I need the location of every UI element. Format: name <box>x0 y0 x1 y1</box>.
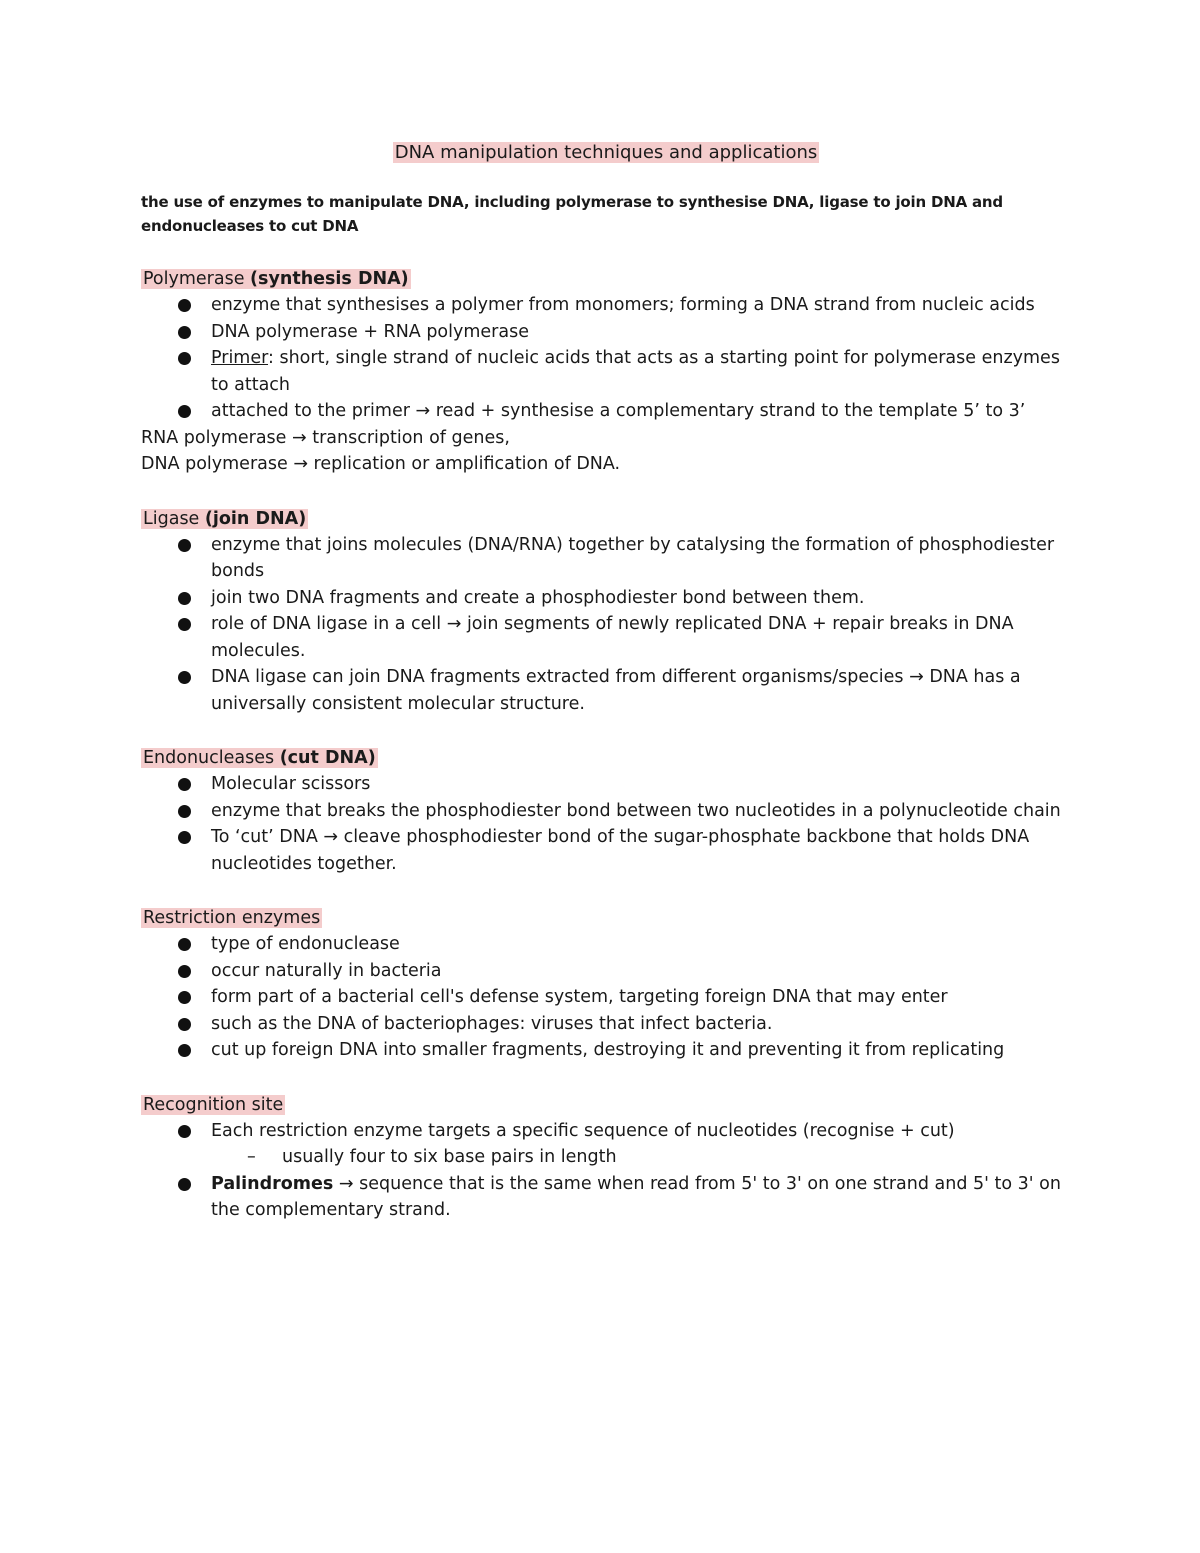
bullet-icon <box>178 299 191 312</box>
bullet-icon <box>178 831 191 844</box>
sub-list-item <box>141 1144 1071 1171</box>
list-item <box>141 532 1071 585</box>
list-item-text: cut up foreign DNA into smaller fragments, destroying it and preventing it from replicating <box>211 1040 1005 1060</box>
list-item <box>141 398 1071 425</box>
document-subtitle: the use of enzymes to manipulate DNA, including polymerase to synthesise DNA, ligase to join DNA and endonucleases to cut DNA <box>141 193 1003 235</box>
bullet-icon <box>178 1018 191 1031</box>
list-item-text: Molecular scissors <box>211 774 371 794</box>
heading-highlight <box>141 509 308 529</box>
list-item-text: such as the DNA of bacteriophages: viruses that infect bacteria. <box>211 1013 773 1034</box>
list-item <box>141 611 1071 664</box>
section-endonucleases <box>141 745 1071 877</box>
section-heading-endonucleases <box>141 745 1071 771</box>
term-palindromes: Palindromes <box>211 1173 334 1194</box>
list-item-text: occur naturally in bacteria <box>211 960 442 981</box>
bullet-list <box>141 292 1071 425</box>
plain-line: DNA polymerase → replication or amplification of DNA. <box>141 454 621 474</box>
bullet-list <box>141 931 1071 1064</box>
section-restriction-enzymes <box>141 905 1071 1064</box>
list-item <box>141 664 1071 717</box>
list-item-text: role of DNA ligase in a cell → join segments of newly replicated DNA + repair breaks in DNA molecules. <box>211 614 1014 661</box>
heading-highlight: Restriction enzymes <box>143 908 321 928</box>
list-item <box>141 984 1071 1011</box>
bullet-icon <box>178 1125 191 1138</box>
section-heading-polymerase <box>141 266 1071 292</box>
bullet-icon <box>178 1178 191 1191</box>
bullet-icon <box>178 991 191 1004</box>
list-item <box>141 585 1071 612</box>
sub-list-item-text: usually four to six base pairs in length <box>282 1147 617 1167</box>
bullet-list <box>141 532 1071 718</box>
list-item <box>141 824 1071 877</box>
section-ligase <box>141 506 1071 718</box>
list-item-text: enzyme that joins molecules (DNA/RNA) together by catalysing the formation of phosphodiester bonds <box>211 534 1055 581</box>
section-heading-ligase <box>141 506 1071 532</box>
list-item-text: : short, single strand of nucleic acids that acts as a starting point for polymerase enzymes to attach <box>211 348 1060 395</box>
list-item <box>141 771 1071 798</box>
bullet-icon <box>178 671 191 684</box>
list-item <box>141 1037 1071 1064</box>
list-item-text: → sequence that is the same when read from 5' to 3' on one strand and 5' to 3' on the complementary strand. <box>211 1173 1061 1220</box>
heading-bold-text: (cut DNA) <box>279 748 376 768</box>
list-item-text: DNA polymerase + RNA polymerase <box>211 321 529 342</box>
heading-text: Polymerase <box>143 269 251 289</box>
list-item <box>141 345 1071 398</box>
list-item-text: To ‘cut’ DNA → cleave phosphodiester bond of the sugar-phosphate backbone that holds DNA nucleotides together. <box>211 827 1030 874</box>
section-heading-restriction-enzymes <box>141 905 1071 931</box>
document-title-text: DNA manipulation techniques and applications <box>394 142 818 163</box>
bullet-icon <box>178 938 191 951</box>
heading-text: Ligase <box>143 508 205 529</box>
list-item-text: attached to the primer → read + synthesise a complementary strand to the template 5’ to 3’ <box>211 401 1026 421</box>
list-item-text: DNA ligase can join DNA fragments extracted from different organisms/species → DNA has a universally consistent molecular structure. <box>211 667 1021 714</box>
heading-highlight <box>141 269 411 289</box>
list-item-text: enzyme that synthesises a polymer from monomers; forming a DNA strand from nucleic acids <box>211 295 1035 315</box>
list-item-text: enzyme that breaks the phosphodiester bond between two nucleotides in a polynucleotide chain <box>211 800 1061 821</box>
list-item <box>141 1171 1071 1224</box>
list-item <box>141 1118 1071 1145</box>
list-item <box>141 931 1071 958</box>
bullet-list <box>141 1171 1071 1224</box>
dash-marker: – <box>247 1147 256 1167</box>
list-item <box>141 958 1071 985</box>
list-item <box>141 1011 1071 1038</box>
term-primer: Primer <box>211 348 269 368</box>
heading-text: Endonucleases <box>143 748 280 768</box>
list-item-text: type of endonuclease <box>211 934 400 954</box>
list-item-text: form part of a bacterial cell's defense system, targeting foreign DNA that may enter <box>211 987 948 1007</box>
section-heading-recognition-site <box>141 1092 1071 1118</box>
section-polymerase <box>141 266 1071 478</box>
bullet-icon <box>178 592 191 605</box>
heading-bold-text: (synthesis DNA) <box>250 269 409 289</box>
plain-line: RNA polymerase → transcription of genes, <box>141 427 510 448</box>
bullet-icon <box>178 326 191 339</box>
document-page <box>141 138 1071 1224</box>
bullet-icon <box>178 618 191 631</box>
list-item-text: Each restriction enzyme targets a specific sequence of nucleotides (recognise + cut) <box>211 1120 955 1141</box>
bullet-list <box>141 771 1071 877</box>
list-item <box>141 798 1071 825</box>
list-item <box>141 292 1071 319</box>
document-title <box>141 138 1071 168</box>
bullet-icon <box>178 1044 191 1057</box>
bullet-icon <box>178 778 191 791</box>
heading-highlight <box>141 748 378 768</box>
bullet-icon <box>178 965 191 978</box>
heading-bold-text: (join DNA) <box>204 508 307 529</box>
section-recognition-site <box>141 1092 1071 1224</box>
list-item <box>141 319 1071 346</box>
bullet-list <box>141 1118 1071 1145</box>
bullet-icon <box>178 805 191 818</box>
heading-highlight: Recognition site <box>143 1094 284 1115</box>
bullet-icon <box>178 539 191 552</box>
list-item-text: join two DNA fragments and create a phosphodiester bond between them. <box>211 587 865 608</box>
bullet-icon <box>178 352 191 365</box>
bullet-icon <box>178 405 191 418</box>
